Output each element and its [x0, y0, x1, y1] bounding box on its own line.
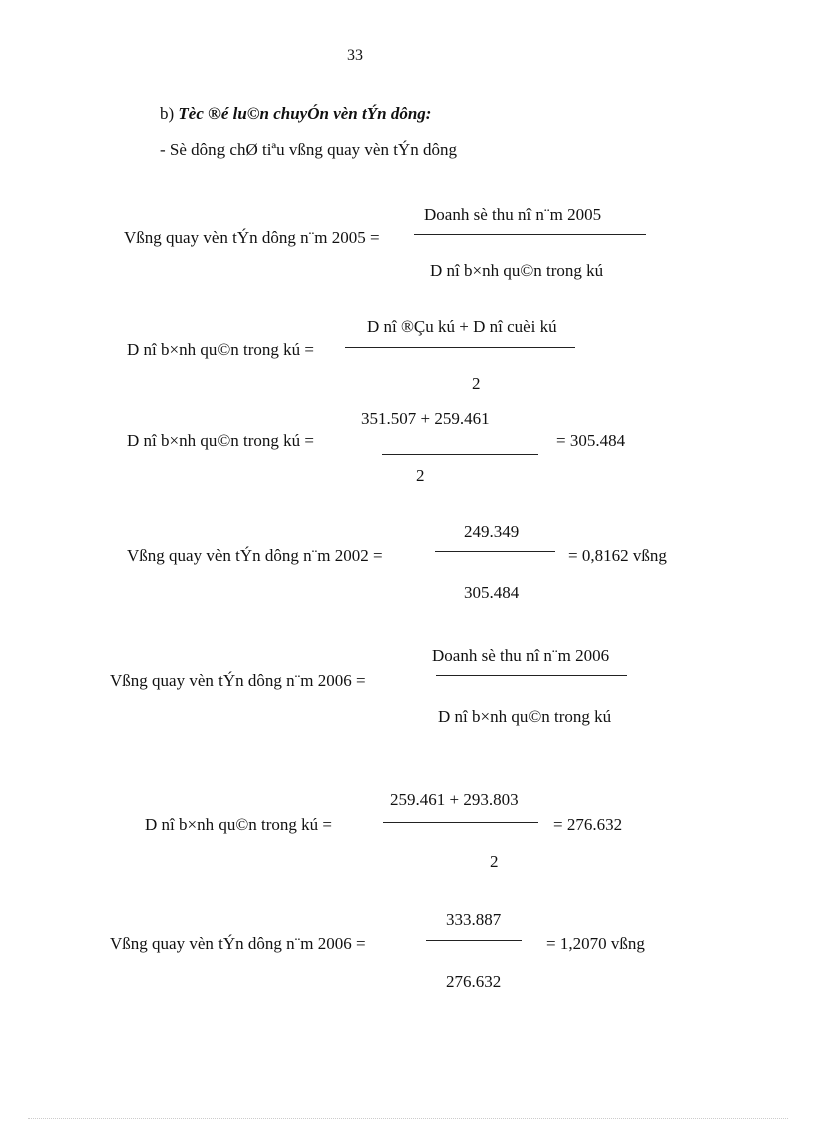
formula-lhs: Vßng quay vèn tÝn dông n¨m 2006 =: [110, 671, 366, 690]
formula-denominator: 2: [472, 374, 481, 393]
fraction-bar: [345, 347, 575, 348]
formula-result: = 305.484: [556, 431, 626, 450]
formula-numerator: 333.887: [446, 910, 502, 929]
page-number: 33: [347, 47, 363, 64]
heading-title: Tèc ®é lu©n chuyÓn vèn tÝn dông:: [178, 104, 432, 123]
formula-denominator: 2: [416, 466, 425, 485]
formula-denominator: 2: [490, 852, 499, 871]
formula-result: = 0,8162 vßng: [568, 546, 667, 565]
formula-result: = 276.632: [553, 815, 623, 834]
formula-numerator: 249.349: [464, 522, 520, 541]
formula-numerator: Doanh sè thu nî n¨m 2005: [424, 205, 602, 224]
heading-prefix: b): [160, 104, 179, 123]
formula-lhs: D nî b×nh qu©n trong kú =: [127, 340, 314, 359]
fraction-bar: [436, 675, 627, 676]
formula-result: = 1,2070 vßng: [546, 934, 645, 953]
fraction-bar: [382, 454, 538, 455]
formula-numerator: 259.461 + 293.803: [390, 790, 519, 809]
formula-denominator: 305.484: [464, 583, 520, 602]
formula-lhs: Vßng quay vèn tÝn dông n¨m 2006 =: [110, 934, 366, 953]
bullet-line: - Sè dông chØ tiªu vßng quay vèn tÝn dông: [160, 140, 457, 159]
formula-lhs: Vßng quay vèn tÝn dông n¨m 2002 =: [127, 546, 383, 565]
fraction-bar: [426, 940, 522, 941]
section-heading: [160, 105, 431, 122]
formula-numerator: D nî ®Çu kú + D nî cuèi kú: [367, 317, 557, 336]
formula-denominator: D nî b×nh qu©n trong kú: [430, 261, 604, 280]
formula-denominator: D nî b×nh qu©n trong kú: [438, 707, 612, 726]
formula-lhs: D nî b×nh qu©n trong kú =: [127, 431, 314, 450]
formula-lhs: Vßng quay vèn tÝn dông n¨m 2005 =: [124, 228, 380, 247]
formula-numerator: Doanh sè thu nî n¨m 2006: [432, 646, 610, 665]
fraction-bar: [435, 551, 555, 552]
fraction-bar: [414, 234, 646, 235]
fraction-bar: [383, 822, 538, 823]
page-bottom-divider: [28, 1118, 788, 1119]
formula-denominator: 276.632: [446, 972, 502, 991]
formula-lhs: D nî b×nh qu©n trong kú =: [145, 815, 332, 834]
formula-numerator: 351.507 + 259.461: [361, 409, 490, 428]
